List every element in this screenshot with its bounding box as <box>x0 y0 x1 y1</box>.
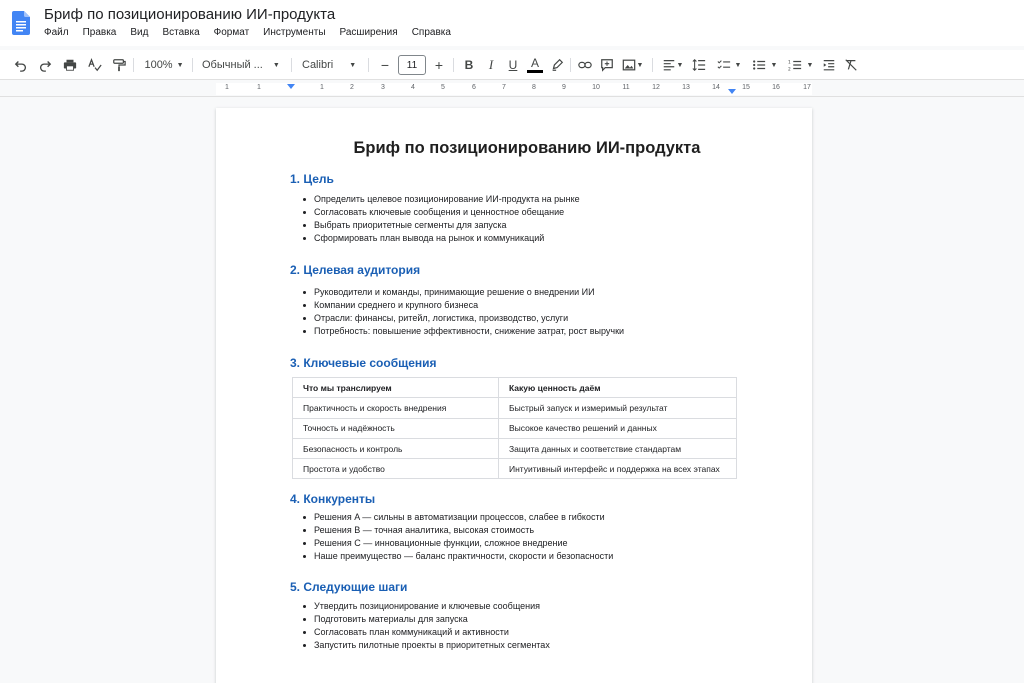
clear-formatting-icon[interactable] <box>842 56 860 74</box>
chevron-down-icon: ▼ <box>272 61 280 69</box>
right-indent-marker-icon[interactable] <box>728 89 736 94</box>
spellcheck-icon[interactable] <box>86 56 104 74</box>
bold-button[interactable]: B <box>464 58 474 72</box>
ruler-tick-label: 13 <box>682 84 690 91</box>
highlight-icon[interactable] <box>548 56 566 74</box>
list-item: Определить целевое позиционирование ИИ-продукта на рынке <box>302 193 580 206</box>
undo-icon[interactable] <box>12 56 30 74</box>
font-value: Calibri <box>302 59 334 71</box>
section-title-competitors: 4. Конкуренты <box>290 492 376 506</box>
table-header-cell: Какую ценность даём <box>499 378 737 398</box>
paint-format-icon[interactable] <box>110 56 128 74</box>
table-row <box>293 459 737 479</box>
list-item: Выбрать приоритетные сегменты для запуска <box>302 219 580 232</box>
ruler-tick-label: 17 <box>803 84 811 91</box>
ruler[interactable] <box>0 81 1024 97</box>
list-item: Наше преимущество — баланс практичности, скорости и безопасности <box>302 550 613 563</box>
list-item: Утвердить позиционирование и ключевые сообщения <box>302 600 550 613</box>
font-select[interactable] <box>302 56 364 74</box>
menu-view[interactable]: Вид <box>130 27 149 38</box>
chevron-down-icon: ▼ <box>176 61 184 69</box>
zoom-value: 100% <box>144 59 173 71</box>
list-item: Руководители и команды, принимающие решение о внедрении ИИ <box>302 286 624 299</box>
chevron-down-icon[interactable]: ▼ <box>734 61 742 69</box>
paragraph-style-value: Обычный ... <box>202 59 263 71</box>
ruler-tick-label: 9 <box>562 84 566 91</box>
list-item: Компании среднего и крупного бизнеса <box>302 299 624 312</box>
ruler-track <box>216 83 812 95</box>
list-item: Сформировать план вывода на рынок и коммуникаций <box>302 232 580 245</box>
chevron-down-icon[interactable]: ▼ <box>770 61 778 69</box>
section-title-next-steps: 5. Следующие шаги <box>290 580 408 594</box>
menu-edit[interactable]: Правка <box>82 27 117 38</box>
document-heading: Бриф по позиционированию ИИ-продукта <box>353 139 701 157</box>
ruler-tick-label: 7 <box>502 84 506 91</box>
svg-text:2: 2 <box>788 67 791 72</box>
ruler-tick-label: 1 <box>257 84 261 91</box>
toolbar <box>0 50 1024 80</box>
ruler-tick-label: 6 <box>472 84 476 91</box>
numbered-list-icon[interactable] <box>786 56 804 74</box>
chevron-down-icon[interactable]: ▼ <box>676 61 684 69</box>
goal-list <box>302 193 580 245</box>
chevron-down-icon: ▼ <box>349 61 357 69</box>
ruler-tick-label: 5 <box>441 84 445 91</box>
section-title-audience: 2. Целевая аудитория <box>290 263 421 277</box>
zoom-select[interactable] <box>140 56 188 74</box>
toolbar-separator <box>368 58 369 72</box>
ruler-tick-label: 11 <box>622 84 630 91</box>
bulleted-list-icon[interactable] <box>750 56 768 74</box>
menu-help[interactable]: Справка <box>411 27 451 38</box>
menu-insert[interactable]: Вставка <box>162 27 200 38</box>
toolbar-separator <box>652 58 653 72</box>
next-steps-list <box>302 600 550 652</box>
table-cell: Простота и удобство <box>293 459 499 479</box>
font-size-input[interactable]: 11 <box>398 55 426 75</box>
decrease-font-size-button[interactable]: − <box>380 57 390 73</box>
section-title-goal: 1. Цель <box>290 172 334 186</box>
list-item: Решения B — точная аналитика, высокая стоимость <box>302 524 613 537</box>
list-item: Запустить пилотные проекты в приоритетных сегментах <box>302 639 550 652</box>
svg-text:1: 1 <box>788 60 791 66</box>
paragraph-style-select[interactable] <box>202 56 284 74</box>
ruler-tick-label: 1 <box>320 84 324 91</box>
table-cell: Практичность и скорость внедрения <box>293 398 499 418</box>
ruler-tick-label: 3 <box>381 84 385 91</box>
google-docs-icon[interactable] <box>12 11 30 35</box>
table-cell: Высокое качество решений и данных <box>499 418 737 438</box>
list-item: Потребность: повышение эффективности, снижение затрат, рост выручки <box>302 325 624 338</box>
table-row <box>293 418 737 438</box>
ruler-tick-label: 1 <box>225 84 229 91</box>
menu-file[interactable]: Файл <box>44 27 69 38</box>
menu-extensions[interactable]: Расширения <box>339 27 398 38</box>
title-bar <box>0 0 1024 46</box>
table-cell: Защита данных и соответствие стандартам <box>499 438 737 458</box>
toolbar-separator <box>570 58 571 72</box>
ruler-tick-label: 2 <box>350 84 354 91</box>
left-indent-marker-icon[interactable] <box>287 84 295 89</box>
underline-button[interactable]: U <box>508 58 518 72</box>
link-icon[interactable] <box>576 56 594 74</box>
competitors-list <box>302 511 613 563</box>
increase-font-size-button[interactable]: + <box>434 57 444 73</box>
table-cell: Безопасность и контроль <box>293 438 499 458</box>
list-item: Решения A — сильны в автоматизации процессов, слабее в гибкости <box>302 511 613 524</box>
list-item: Согласовать план коммуникаций и активности <box>302 626 550 639</box>
line-spacing-icon[interactable] <box>690 56 708 74</box>
table-cell: Точность и надёжность <box>293 418 499 438</box>
table-row <box>293 398 737 418</box>
menu-bar <box>44 27 465 38</box>
audience-list <box>302 286 624 338</box>
toolbar-separator <box>291 58 292 72</box>
toolbar-separator <box>453 58 454 72</box>
table-row <box>293 438 737 458</box>
section-title-messages: 3. Ключевые сообщения <box>290 356 437 370</box>
chevron-down-icon[interactable]: ▼ <box>636 61 644 69</box>
document-page[interactable] <box>216 108 812 683</box>
print-icon[interactable] <box>61 56 79 74</box>
ruler-tick-label: 12 <box>652 84 660 91</box>
table-header-row <box>293 378 737 398</box>
toolbar-separator <box>192 58 193 72</box>
list-item: Решения C — инновационные функции, сложное внедрение <box>302 537 613 550</box>
chevron-down-icon[interactable]: ▼ <box>806 61 814 69</box>
list-item: Подготовить материалы для запуска <box>302 613 550 626</box>
comment-icon[interactable] <box>598 56 616 74</box>
ruler-tick-label: 10 <box>592 84 600 91</box>
ruler-tick-label: 8 <box>532 84 536 91</box>
ruler-tick-label: 16 <box>772 84 780 91</box>
table-header-cell: Что мы транслируем <box>293 378 499 398</box>
ruler-tick-label: 4 <box>411 84 415 91</box>
list-item: Отрасли: финансы, ритейл, логистика, производство, услуги <box>302 312 624 325</box>
ruler-tick-label: 14 <box>712 84 720 91</box>
toolbar-separator <box>133 58 134 72</box>
ruler-tick-label: 15 <box>742 84 750 91</box>
document-title[interactable]: Бриф по позиционированию ИИ-продукта <box>44 6 336 23</box>
checklist-icon[interactable] <box>715 56 733 74</box>
table-cell: Быстрый запуск и измеримый результат <box>499 398 737 418</box>
menu-tools[interactable]: Инструменты <box>263 27 326 38</box>
italic-button[interactable]: I <box>488 57 494 72</box>
table-cell: Интуитивный интерфейс и поддержка на всех этапах <box>499 459 737 479</box>
indent-icon[interactable] <box>820 56 838 74</box>
menu-format[interactable]: Формат <box>213 27 250 38</box>
list-item: Согласовать ключевые сообщения и ценностное обещание <box>302 206 580 219</box>
redo-icon[interactable] <box>36 56 54 74</box>
key-messages-table <box>292 377 737 479</box>
text-color-button[interactable]: A <box>527 56 543 73</box>
